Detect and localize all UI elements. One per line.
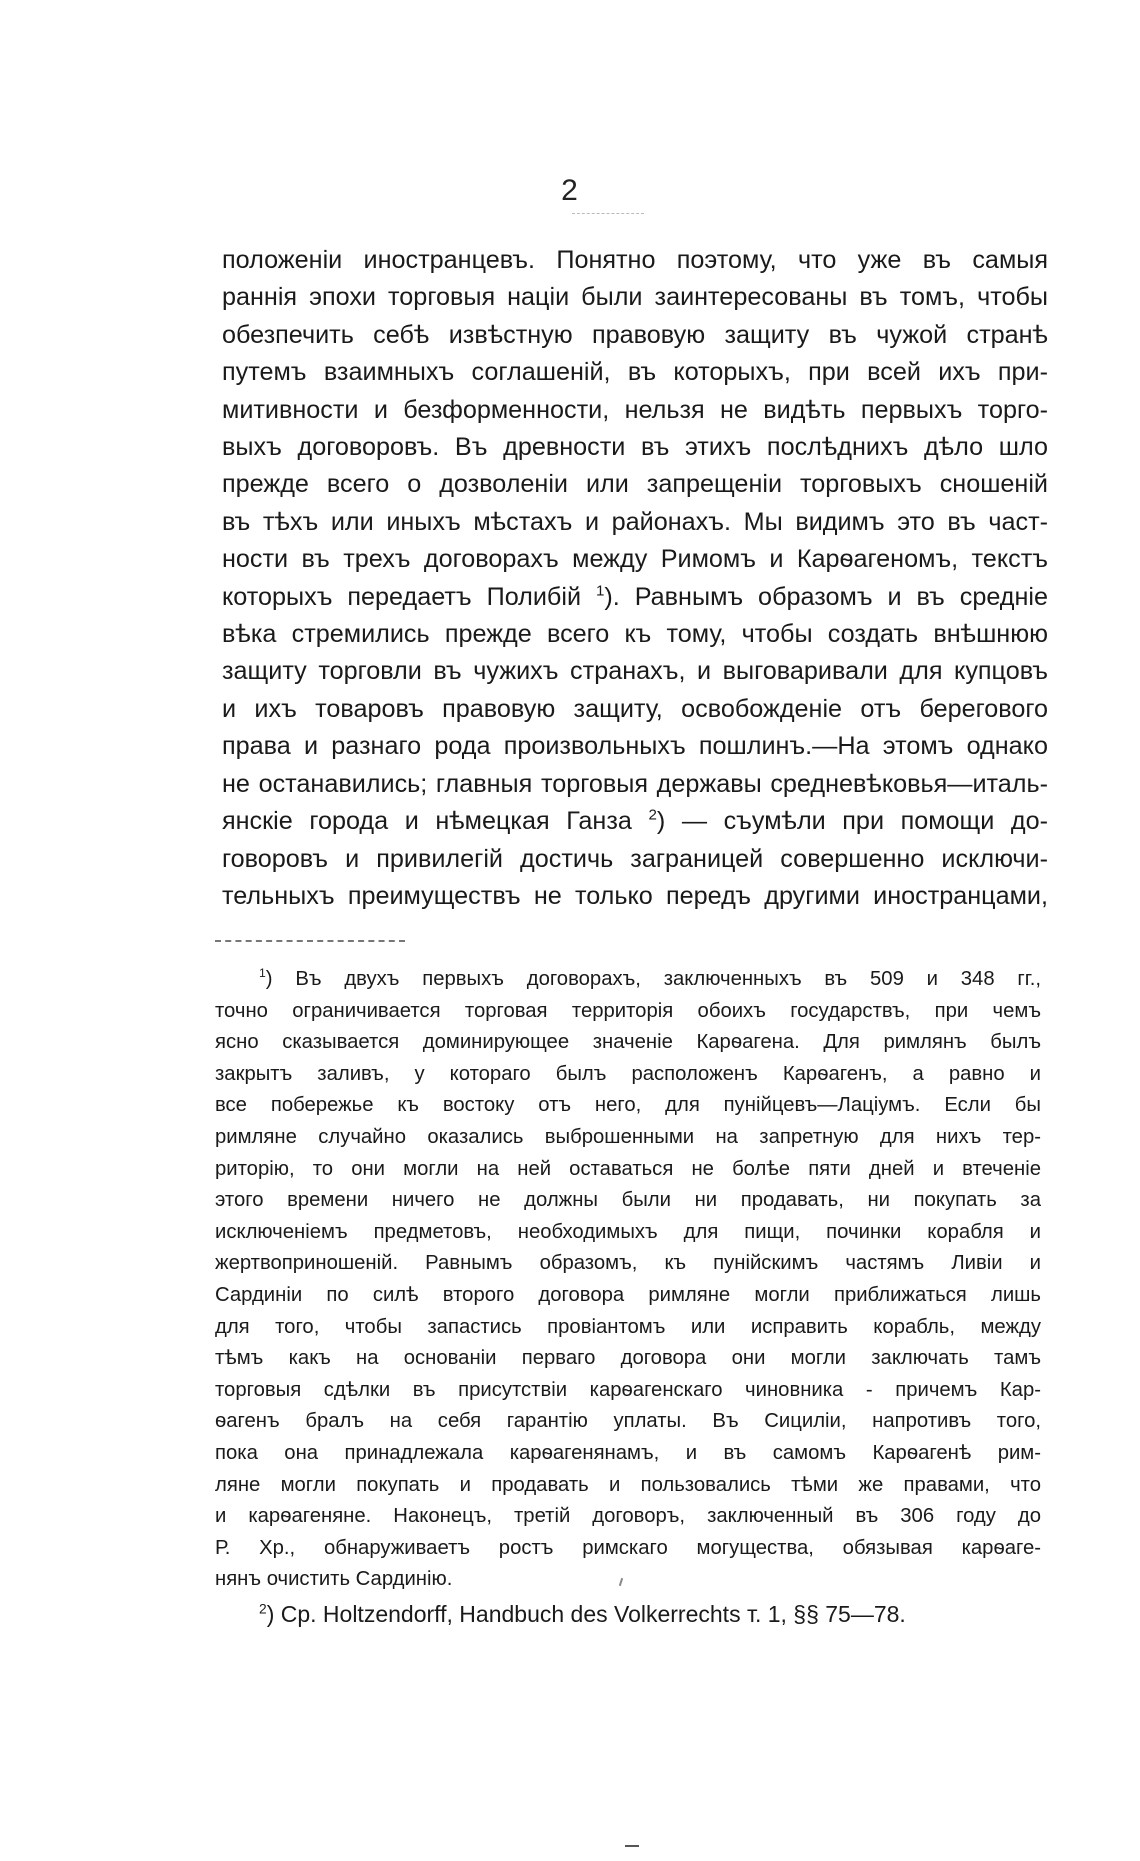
footnote-line: закрытъ заливъ, у котораго былъ расположенъ Карѳагенъ, а равно и	[215, 1062, 1041, 1085]
text-line: и ихъ товаровъ правовую защиту, освобожденіе отъ берегового	[222, 694, 1048, 723]
footnote-line: торговыя сдѣлки въ присутствіи карѳагенскаго чиновника - причемъ Кар-	[215, 1378, 1041, 1401]
text-line: митивности и безформенности, нельзя не видѣть первыхъ торго-	[222, 395, 1048, 424]
text-fragment: ) Ср. Holtzendorff, Handbuch des Volkerrechts т. 1, §§ 75—78.	[266, 1601, 906, 1627]
footnote-line: для того, чтобы запастись провіантомъ или исправить корабль, между	[215, 1315, 1041, 1338]
footnote-line: и карѳагеняне. Наконецъ, третій договоръ, заключенный въ 306 году до	[215, 1505, 1041, 1528]
text-line: прежде всего о дозволеніи или запрещеніи торговыхъ сношеній	[222, 470, 1048, 499]
footnote-line: исключеніемъ предметовъ, необходимыхъ для пищи, починки корабля и	[215, 1220, 1041, 1243]
text-fragment: янскіе города и нѣмецкая Ганза	[222, 807, 632, 836]
footnote-line: пока она принадлежала карѳагенянамъ, и въ самомъ Карѳагенѣ рим-	[215, 1441, 1041, 1464]
page-number: 2	[561, 174, 579, 207]
footnote-line: нянъ очистить Сардинію.	[215, 1568, 453, 1591]
bottom-mark	[625, 1845, 639, 1847]
text-line: тельныхъ преимуществъ не только передъ другими иностранцами,	[222, 881, 1048, 910]
footnote-line: римляне случайно оказались выброшенными на запретную для нихъ тер-	[215, 1125, 1041, 1148]
footnote-line: Р. Хр., обнаруживаетъ ростъ римскаго могущества, обязывая карѳаге-	[215, 1536, 1041, 1559]
text-fragment: ) — съумѣли при помощи до-	[656, 807, 1048, 836]
footnote-line: тѣмъ какъ на основаніи перваго договора они могли заключать тамъ	[215, 1347, 1041, 1370]
text-line	[222, 803, 1048, 840]
text-line: раннія эпохи торговыя націи были заинтересованы въ томъ, чтобы	[222, 283, 1048, 312]
text-fragment: которыхъ передаетъ Полибій	[222, 582, 582, 611]
text-line	[222, 579, 1048, 616]
footnote-line: риторію, то они могли на ней оставаться не болѣе пяти дней и втеченіе	[215, 1157, 1041, 1180]
page-number-rule	[572, 213, 644, 214]
footnote-line: ляне могли покупать и продавать и пользовались тѣми же правами, что	[215, 1473, 1041, 1496]
footnote-line: все побережье къ востоку отъ него, для пунійцевъ—Лаціумъ. Если бы	[215, 1094, 1041, 1117]
text-line: обезпечить себѣ извѣстную правовую защиту въ чужой странѣ	[222, 320, 1048, 349]
text-fragment: ) Въ двухъ первыхъ договорахъ, заключенныхъ въ 509 и 348 гг.,	[265, 968, 1041, 990]
text-line: путемъ взаимныхъ соглашеній, въ которыхъ, при всей ихъ при-	[222, 358, 1048, 387]
footnote-line: ясно сказывается доминирующее значеніе Карѳагена. Для римлянъ былъ	[215, 1031, 1041, 1054]
footnote-line: жертвоприношеній. Равнымъ образомъ, къ пунійскимъ частямъ Ливіи и	[215, 1252, 1041, 1275]
footnote-marker-1: 1	[259, 966, 266, 981]
footnote-line: ѳагенъ бралъ на себя гарантію уплаты. Въ Сициліи, напротивъ того,	[215, 1410, 1041, 1433]
footnote-line	[215, 964, 1041, 996]
text-line: вѣка стремились прежде всего къ тому, чтобы создать внѣшнюю	[222, 620, 1048, 649]
footnote-marker-2: 2	[259, 1601, 267, 1617]
text-line: ности въ трехъ договорахъ между Римомъ и Карѳагеномъ, текстъ	[222, 545, 1048, 574]
text-line: въ тѣхъ или иныхъ мѣстахъ и районахъ. Мы видимъ это въ част-	[222, 507, 1048, 536]
footnote-ref-1: 1	[595, 582, 605, 600]
text-line: положеніи иностранцевъ. Понятно поэтому, что уже въ самыя	[222, 246, 1048, 274]
footnote-line: точно ограничивается торговая территорія обоихъ государствъ, при чемъ	[215, 999, 1041, 1022]
text-line: права и разнаго рода произвольныхъ пошлинъ.—На этомъ однако	[222, 732, 1048, 761]
text-line: выхъ договоровъ. Въ древности въ этихъ послѣднихъ дѣло шло	[222, 433, 1048, 462]
text-line: защиту торговли въ чужихъ странахъ, и выговаривали для купцовъ	[222, 657, 1048, 686]
footnote-divider	[215, 940, 405, 942]
main-text	[222, 242, 1048, 915]
text-fragment: ). Равнымъ образомъ и въ средніе	[604, 582, 1048, 611]
footnote-2	[259, 1598, 906, 1630]
footnote-ref-2: 2	[648, 806, 657, 824]
footnote-line: Сардиніи по силѣ второго договора римляне могли приближаться лишь	[215, 1283, 1041, 1306]
footnote-line: этого времени ничего не должны были ни продавать, ни покупать за	[215, 1189, 1041, 1212]
text-line: говоровъ и привилегій достичь заграницей совершенно исключи-	[222, 844, 1048, 873]
footnotes	[215, 964, 1041, 1596]
text-line: не останавились; главныя торговыя державы средневѣковья—италь-	[222, 769, 1048, 798]
